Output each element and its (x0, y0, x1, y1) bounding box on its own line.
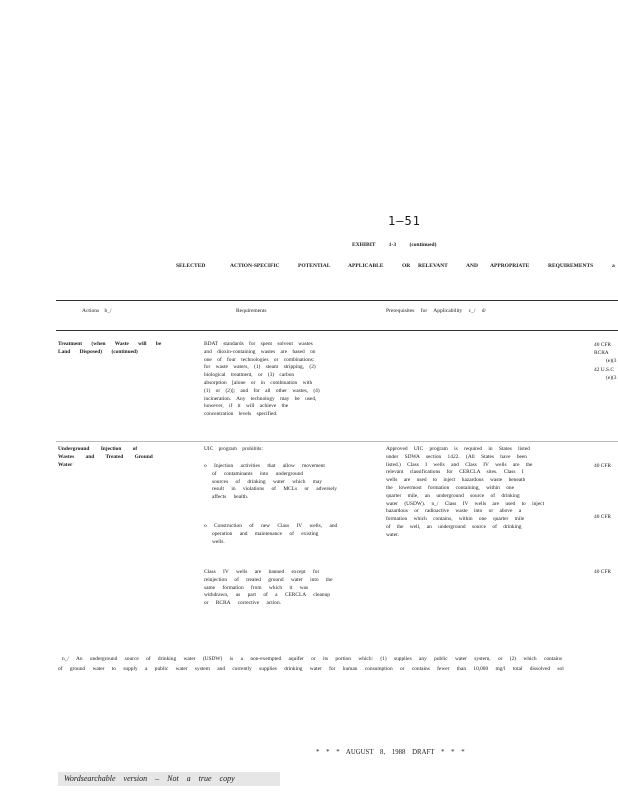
wordsearchable-stamp: Wordsearchable version – Not a true copy (58, 772, 280, 786)
column-header-requirements: Requirements (236, 308, 267, 314)
subtitle-word: SELECTED (176, 263, 206, 269)
subtitle-word: a (612, 263, 615, 269)
subtitle-word: POTENTIAL (298, 263, 331, 269)
draft-date-line: * * * AUGUST 8, 1988 DRAFT * * * (316, 749, 465, 756)
subtitle-word: RELEVANT (418, 263, 448, 269)
subtitle-word: APPLICABLE (348, 263, 384, 269)
subtitle-word: APPROPRIATE (490, 263, 530, 269)
row2-requirement-item: o Injection activities that allow movement of contaminants into underground sources of drinking water which may result in violations of MCLs or adversely affects health. (204, 463, 337, 501)
subtitle-word: OR (402, 263, 411, 269)
table-header-rule (56, 330, 618, 331)
row1-requirements: BDAT standards for spent solvent wastes and dioxin-containing wastes are based on one of four technologies or combinations: for waste waters, (1) steam stripping, (2) biological treatment, or (3) carbon absorption [alone or in combination with (1) or (2)]; and for all other wastes, (4) incineration. Any technology may be used, however, if it will achieve the concentration levels specified. (204, 341, 320, 418)
row-separator (56, 441, 618, 442)
page-number: 1–51 (388, 214, 421, 228)
table-top-rule (56, 300, 618, 301)
row2-citation: 40 CFR (594, 514, 611, 520)
subtitle-word: ACTION-SPECIFIC (230, 263, 280, 269)
exhibit-title: EXHIBIT 1-3 (continued) (352, 242, 437, 248)
row2-action: Underground Injection of Wastes and Treated Ground Water (58, 446, 153, 468)
subtitle-word: REQUIREMENTS (548, 263, 594, 269)
row2-requirement-item: o Construction of new Class IV wells, and operation and maintenance of existing wells. (204, 523, 338, 545)
row1-action: Treatment (when Waste will be Land Disposed) (continued) (58, 341, 162, 355)
footnote-line: of ground water to supply a public water system and currently supplies drinking water for human consumption or contains fewer than 10,000 mg/l total dissolved sol (58, 666, 564, 672)
row1-citation: 40 CFR RCRA (e)(3 42 U.S.C (e)(3 (594, 342, 617, 381)
row2-prerequisites: Approved UIC program is required in States listed under SDWA section 1422. (All States have been listed.) Class I wells and Class IV wells are the relevant classifications for CERCLA sites. Class I wells are used to inject hazardous waste beneath the lowermost formation containing, within one quarter mile, an underground source of drinking water (USDW). n_/ Class IV wells are used to inject hazardous or radioactive waste into or above a formation which contains, within one quarter mile of the well, an underground source of drinking water. (386, 446, 545, 538)
row2-requirement-item: Class IV wells are banned except for reinjection of treated ground water into the same formation from which it was withdrawn, as part of a CERCLA cleanup or RCRA corrective action. (204, 569, 333, 607)
row2-citation: 40 CFR (594, 569, 611, 575)
column-header-prerequisites: Prerequisites for Applicability c_/ d/ (386, 308, 487, 314)
column-header-actions: Actions b_/ (82, 308, 112, 314)
footnote-line: n_/ An underground source of drinking water (USDW) is a non-exempted aquifer or its portion which: (1) supplies any public water system, or (2) which contains (62, 656, 562, 662)
row2-requirements-intro: UIC program prohibits: (204, 446, 263, 452)
row2-citation: 40 CFR (594, 463, 611, 469)
subtitle-word: AND (466, 263, 478, 269)
